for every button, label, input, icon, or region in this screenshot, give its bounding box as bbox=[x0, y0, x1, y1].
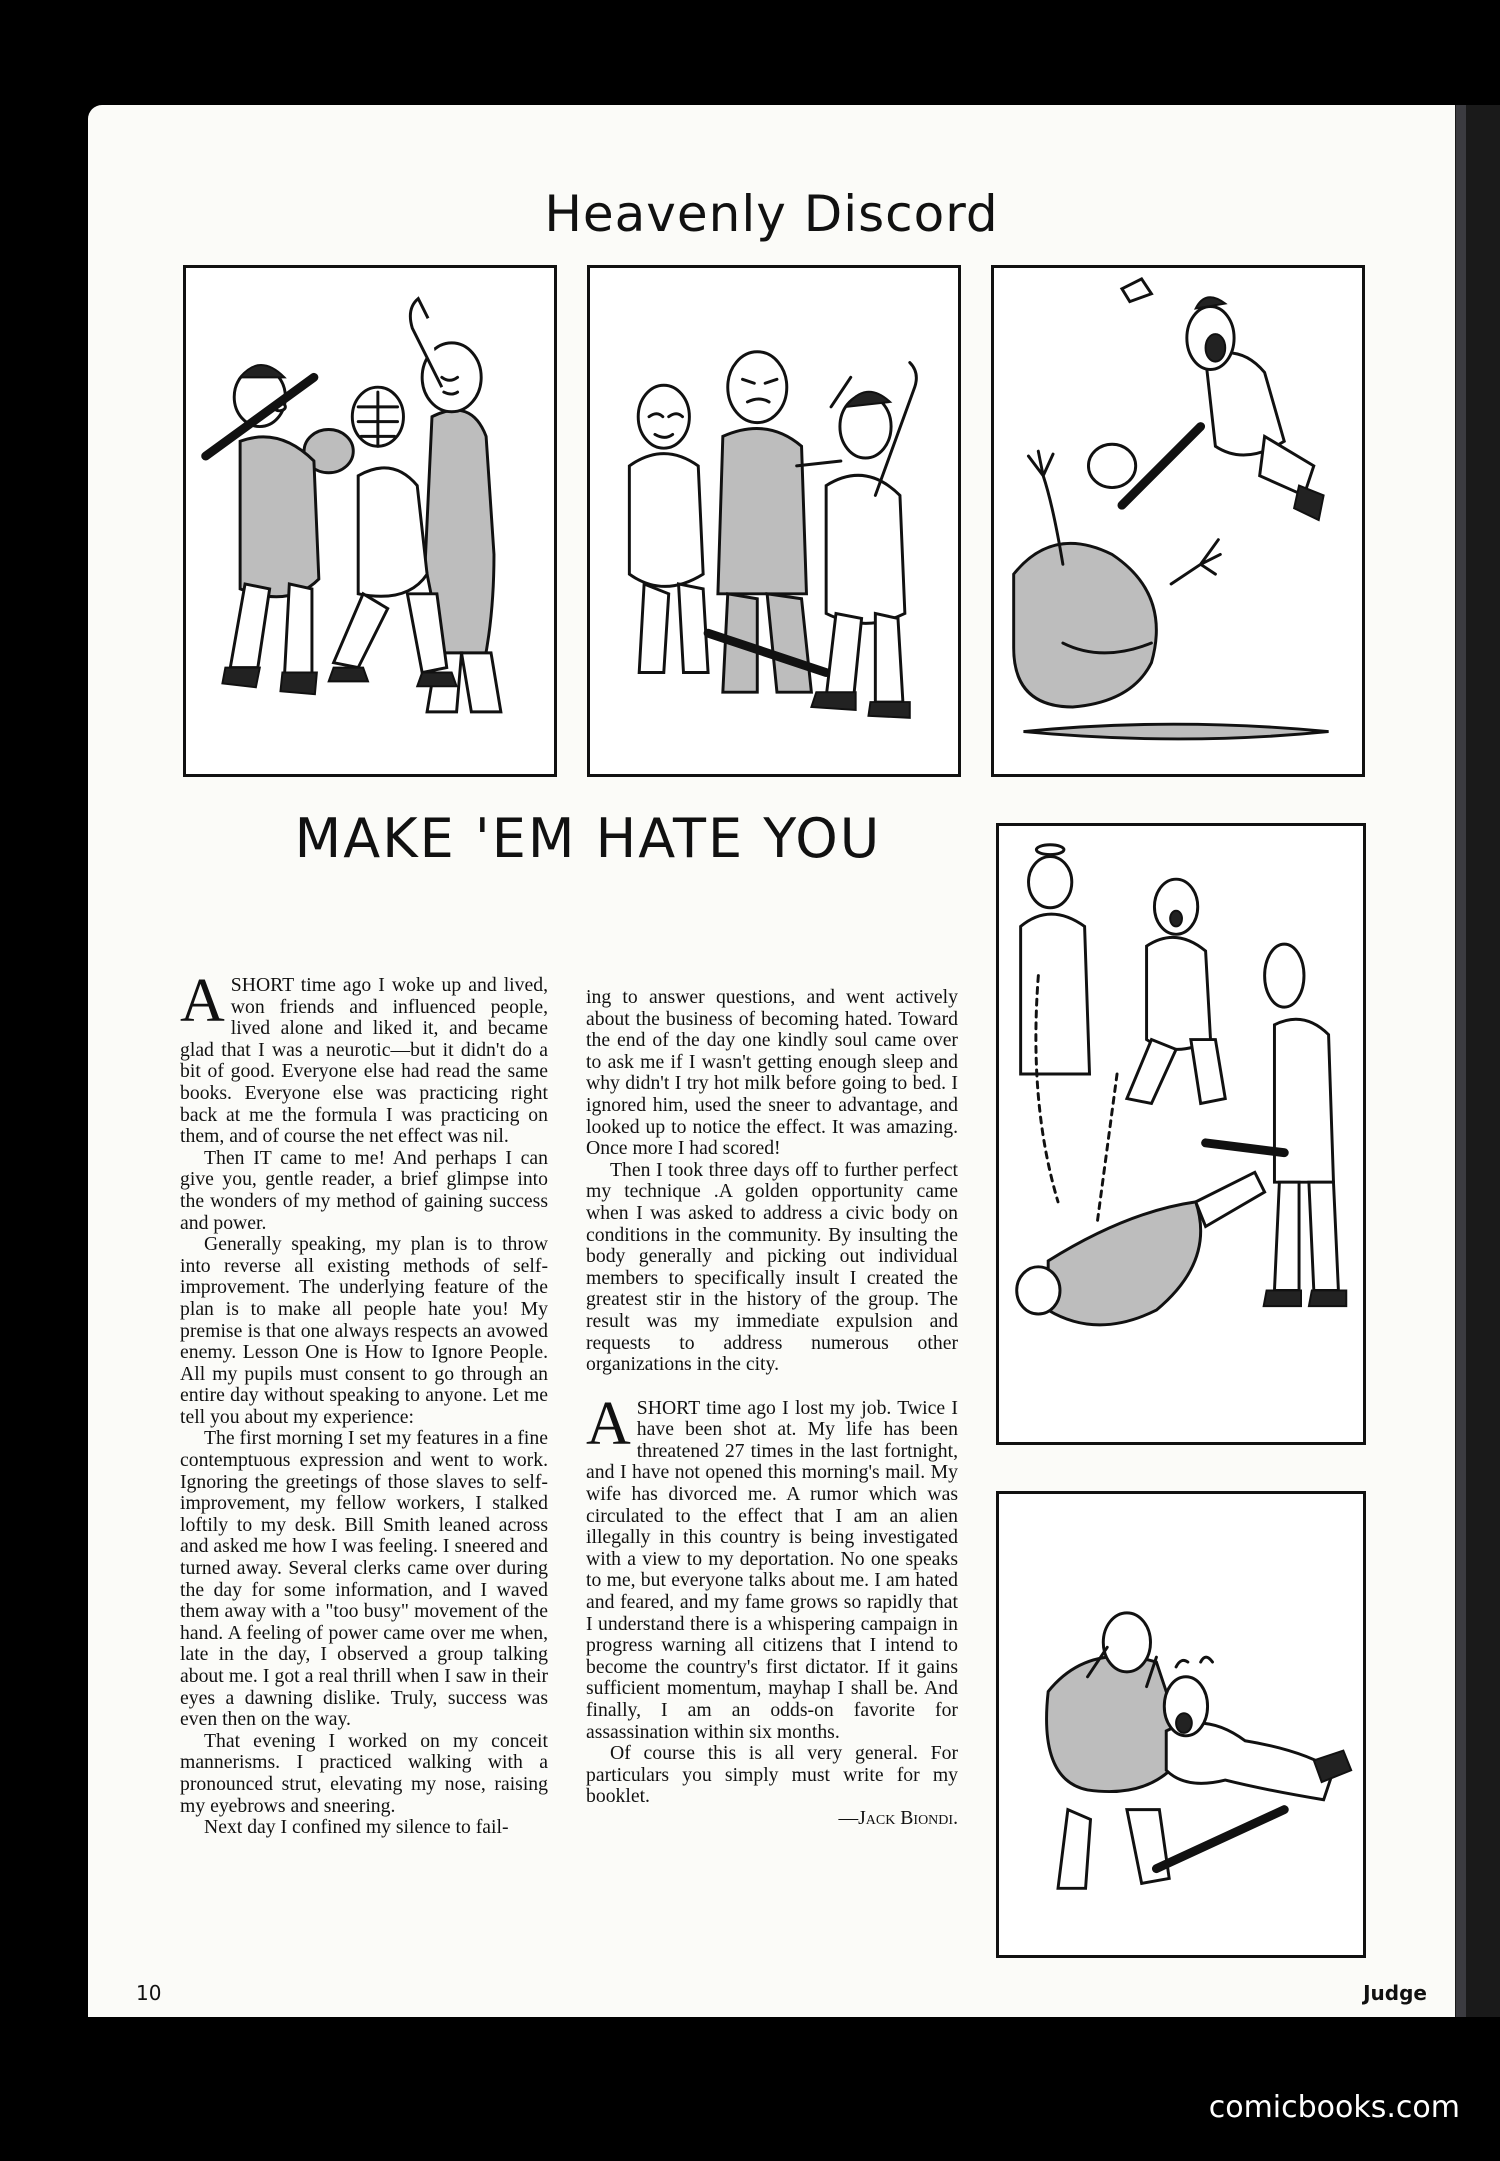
comic-panel-4 bbox=[996, 823, 1366, 1445]
paragraph: Of course this is all very general. For particulars you simply must write for my booklet. bbox=[586, 1742, 958, 1808]
magazine-name: Judge bbox=[1363, 1981, 1427, 2005]
article-column-2 bbox=[586, 987, 958, 1830]
paragraph: Then I took three days off to further perfect my technique .A golden opportunity came when I was asked to address a civic body on conditions in the community. By insulting the body generally and picking out individual members to specifically insult I created the greatest stir in the history of the group. The result was my immediate expulsion and requests to address numerous other organizations in the city. bbox=[586, 1158, 958, 1376]
drop-cap: A bbox=[586, 1389, 631, 1458]
umpire-angel-illustration bbox=[999, 826, 1363, 1442]
author-signature: —Jack Biondi. bbox=[838, 1806, 958, 1829]
paragraph-text: SHORT time ago I woke up and lived, won friends and influenced people, lived alone and liked it, and became glad that I was a neurotic—but it didn't do a bit of good. Everyone else had read the same books. Everyone else was practicing right back at me the formula I was practicing on them, and of course the net effect was nil. bbox=[180, 974, 548, 1148]
paragraph: The first morning I set my features in a fine contemptuous expression and went to work. Ignoring the greetings of those slaves to self-improvement, my fellow workers, I stalked loftily to my desk. Bill Smith leaned across and asked me how I was feeling. I sneered and turned away. Several clerks came over during the day for some information, and I waved them away with a "too busy" movement of the hand. A feeling of power came over me when, late in the day, I observed a group talking about me. I got a real thrill when I saw in their eyes a dawning dislike. Truly, success was even then on the way. bbox=[180, 1427, 548, 1731]
paragraph: That evening I worked on my conceit mannerisms. I practiced walking with a pronounced strut, elevating my nose, raising my eyebrows and sneering. bbox=[180, 1729, 548, 1817]
catcher-tackle-illustration bbox=[999, 1494, 1363, 1955]
article-title: MAKE 'EM HATE YOU bbox=[294, 807, 882, 870]
comic-panel-3 bbox=[991, 265, 1365, 777]
umpire-falling-illustration bbox=[994, 268, 1362, 774]
paragraph-text: SHORT time ago I lost my job. Twice I have been shot at. My life has been threatened 27 times in the last fortnight, and I have not opened this morning's mail. My wife has divorced me. A rumor which was circulated to the effect that I am an alien illegally in this country is being investigated with a view to my deportation. No one speaks to me, but everyone talks about me. I am hated and feared, and my fame grows so rapidly that I understand there is a whispering campaign in progress warning all citizens that I intend to become the country's first dictator. If it gains sufficient momentum, mayhap I shall be. And finally, I am an odds-on favorite for assassination within six months. bbox=[586, 1396, 958, 1743]
comic-panel-2 bbox=[587, 265, 961, 777]
page-number: 10 bbox=[136, 1981, 162, 2005]
argument-illustration bbox=[590, 268, 958, 774]
comic-panel-1 bbox=[183, 265, 557, 777]
paragraph: ing to answer questions, and went actively about the business of becoming hated. Toward the end of the day one kindly soul came over to ask me if I wasn't getting enough sleep and why didn't I try hot milk before going to bed. I ignored him, used the sneer to advantage, and looked up to notice the effect. It was amazing. Once more I had scored! bbox=[586, 986, 958, 1160]
paragraph: Then IT came to me! And perhaps I can give you, gentle reader, a brief glimpse into the wonders of my method of gaining success and power. bbox=[180, 1146, 548, 1234]
site-watermark: comicbooks.com bbox=[1208, 2090, 1460, 2125]
article-column-1 bbox=[180, 967, 548, 1839]
magazine-page bbox=[88, 105, 1455, 2017]
paragraph bbox=[180, 967, 548, 1148]
page-binding-edge bbox=[1455, 105, 1500, 2017]
paragraph: Next day I confined my silence to fail- bbox=[204, 1816, 509, 1839]
batter-catcher-umpire-illustration bbox=[186, 268, 554, 774]
paragraph bbox=[586, 1389, 958, 1744]
comic-panel-5 bbox=[996, 1491, 1366, 1958]
paragraph: Generally speaking, my plan is to throw into reverse all existing methods of self-improvement. The underlying feature of the plan is to make all people hate you! My premise is that one always respects an avowed enemy. Lesson One is How to Ignore People. All my pupils must consent to go through an entire day without speaking to anyone. Let me tell you about my experience: bbox=[180, 1233, 548, 1428]
feature-title: Heavenly Discord bbox=[544, 185, 999, 243]
drop-cap: A bbox=[180, 967, 225, 1035]
